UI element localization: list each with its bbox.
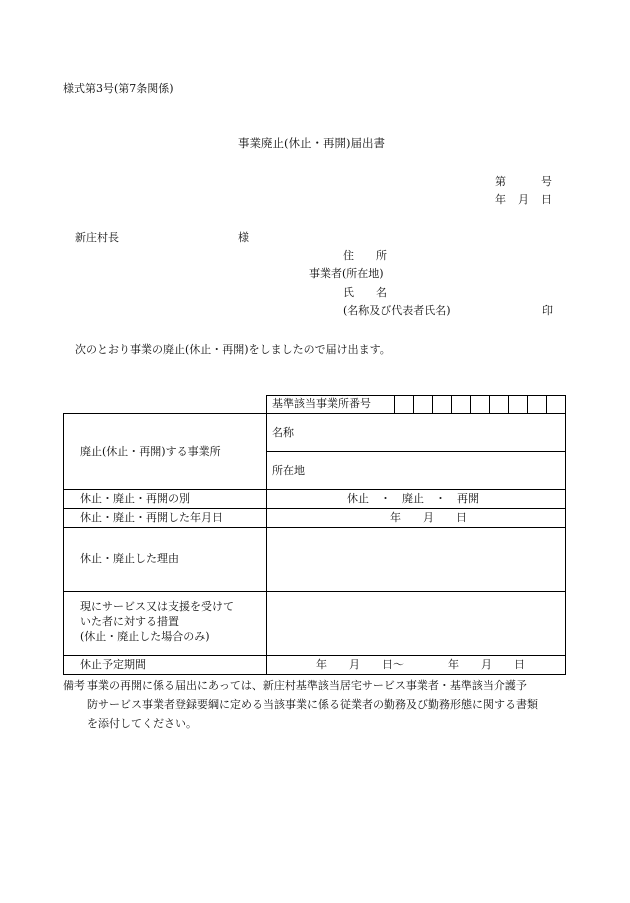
address-label: 住 所 [343, 249, 387, 262]
addressee-name: 新庄村長 [75, 231, 119, 244]
seal-mark: 印 [542, 304, 553, 317]
addressee-honorific: 様 [238, 231, 249, 244]
measures-label-1: 現にサービス又は支援を受けて [80, 600, 234, 613]
period-label: 休止予定期間 [80, 658, 146, 671]
type-options: 休止 ・ 廃止 ・ 再開 [347, 492, 479, 505]
number-suffix: 号 [541, 175, 552, 188]
reason-label: 休止・廃止した理由 [80, 552, 179, 565]
remarks-line-2: 防サービス事業者登録要綱に定める当該事業に係る従業者の勤務及び勤務形態に関する書類 [87, 698, 538, 711]
date-value: 年 月 日 [390, 511, 467, 524]
facility-location-label: 所在地 [272, 464, 305, 477]
form-number: 様式第3号(第7条関係) [63, 82, 174, 95]
date-label: 休止・廃止・再開した年月日 [80, 511, 223, 524]
remarks-line-1: 事業の再開に係る届出にあっては、新庄村基準該当居宅サービス事業者・基準該当介護予 [87, 679, 527, 692]
name-label: 氏 名 [343, 286, 387, 299]
remarks-label: 備考 [63, 679, 85, 692]
intro-text: 次のとおり事業の廃止(休止・再開)をしましたので届け出ます。 [75, 343, 391, 356]
representative-label: (名称及び代表者氏名) [343, 304, 451, 317]
number-prefix: 第 [495, 175, 506, 188]
remarks-line-3: を添付してください。 [87, 717, 197, 730]
date-year: 年 [495, 193, 506, 206]
period-value: 年 月 日～ 年 月 日 [316, 658, 525, 671]
facility-label: 廃止(休止・再開)する事業所 [80, 445, 221, 458]
type-label: 休止・廃止・再開の別 [80, 492, 190, 505]
office-number-label: 基準該当事業所番号 [272, 397, 371, 410]
measures-label-3: (休止・廃止した場合のみ) [80, 630, 210, 643]
date-day: 日 [541, 193, 552, 206]
document-title: 事業廃止(休止・再開)届出書 [238, 136, 385, 150]
measures-label-2: いた者に対する措置 [80, 615, 179, 628]
date-month: 月 [518, 193, 529, 206]
facility-name-label: 名称 [272, 426, 294, 439]
operator-label: 事業者(所在地) [309, 267, 384, 280]
